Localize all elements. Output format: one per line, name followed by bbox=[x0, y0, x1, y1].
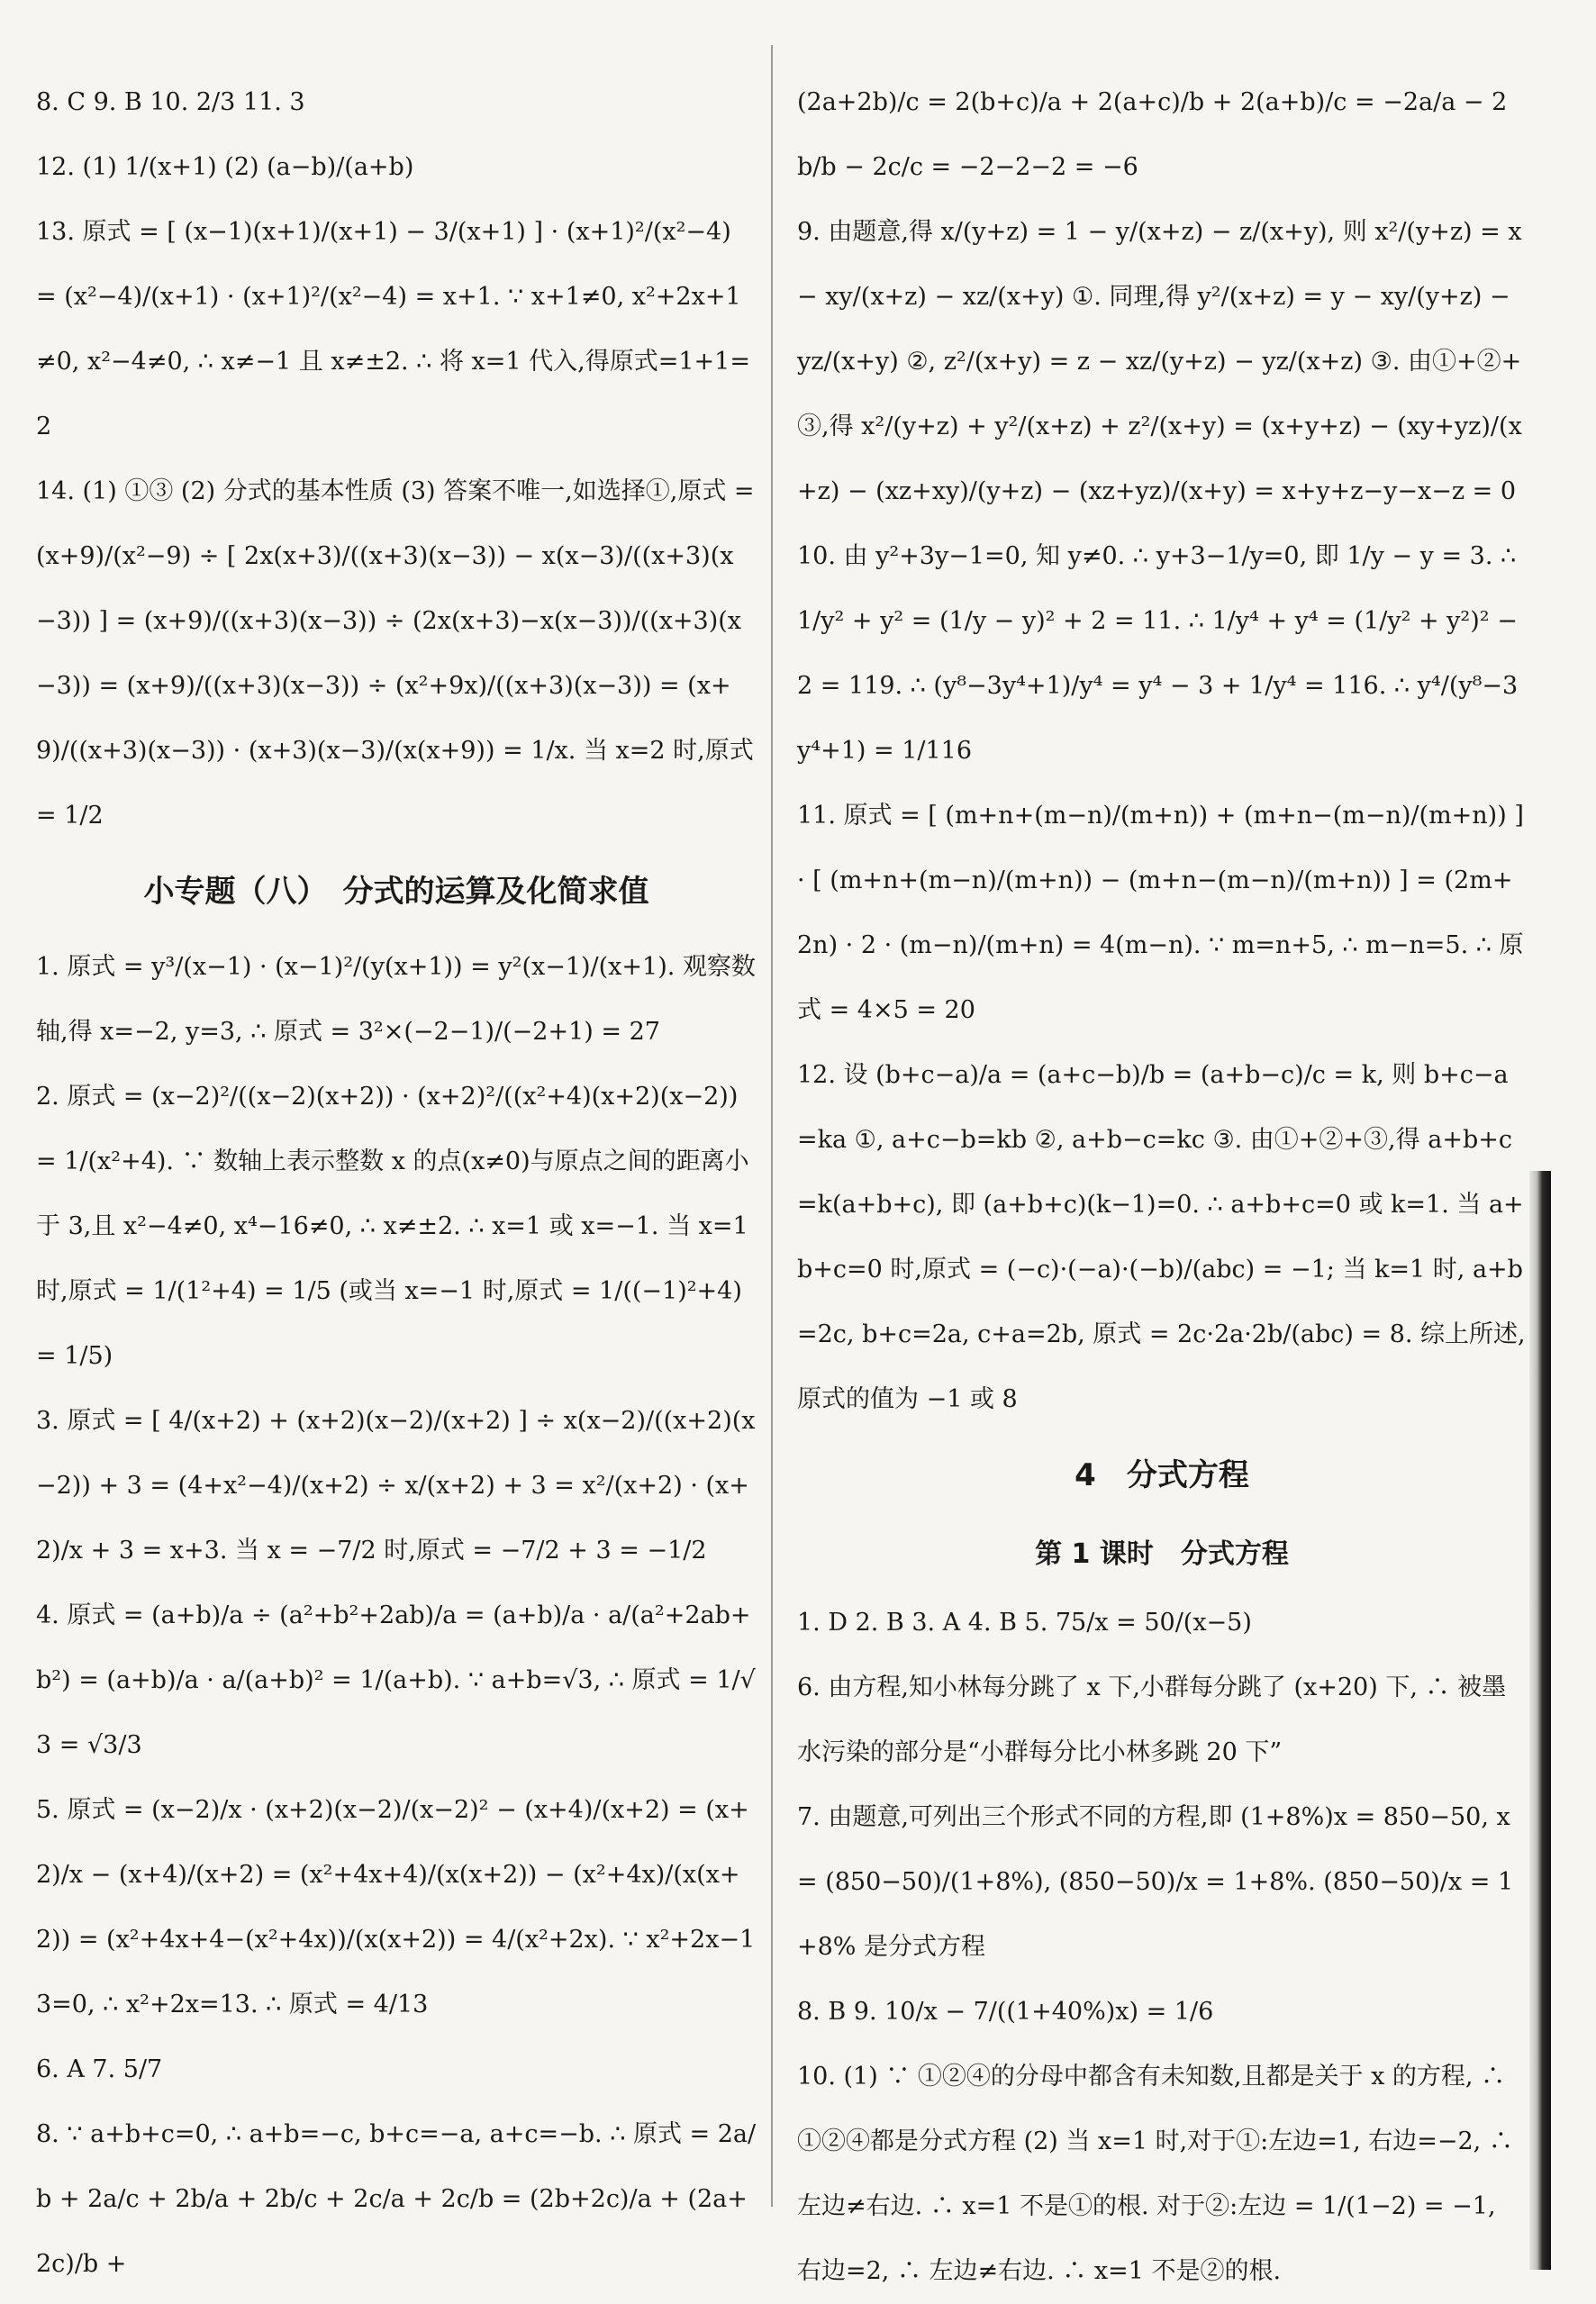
answer-8-11: 8. C 9. B 10. 2/3 11. 3 bbox=[36, 88, 305, 116]
lesson-answer-6: 6. 由方程,知小林每分跳了 x 下,小群每分跳了 (x+20) 下, ∴ 被墨水污染的部分是“小群每分比小林多跳 20 下” bbox=[797, 1674, 1507, 1766]
section-heading-fractional-equations: 4 分式方程 bbox=[1075, 1457, 1249, 1493]
lesson-answer-8-9: 8. B 9. 10/x − 7/((1+40%)x) = 1/6 bbox=[797, 1998, 1214, 2026]
topic-answer-8: 8. ∵ a+b+c=0, ∴ a+b=−c, b+c=−a, a+c=−b. ∴ 原式 = 2a/b + 2a/c + 2b/a + 2b/c + 2c/a + 2c/b = (2b+2c)/a + (2a+2c)/b + bbox=[36, 2120, 757, 2278]
right-column bbox=[797, 70, 1527, 2304]
section-heading-topic-8: 小专题（八） 分式的运算及化简求值 bbox=[143, 874, 649, 910]
topic-answer-9: 9. 由题意,得 x/(y+z) = 1 − y/(x+z) − z/(x+y), 则 x²/(y+z) = x − xy/(x+z) − xz/(x+y) ①. 同理,得 y²/(x+z) = y − xy/(y+z) − yz/(x+y) ②, z²/(x+y) = z − xz/(y+z) − yz/(x+z) ③. 由①+②+③,得 x²/(y+z) + y²/(x+z) + z²/(x+y) = (x+y+z) − (xy+yz)/(x+z) − (xz+xy)/(y+z) − (xz+yz)/(x+y) = x+y+z−y−x−z = 0 bbox=[797, 218, 1522, 505]
answer-14: 14. (1) ①③ (2) 分式的基本性质 (3) 答案不唯一,如选择①,原式 = (x+9)/(x²−9) ÷ [ 2x(x+3)/((x+3)(x−3)) − x(x−3)/((x+3)(x−3)) ] = (x+9)/((x+3)(x−3)) ÷ (2x(x+3)−x(x−3))/((x+3)(x−3)) = (x+9)/((x+3)(x−3)) ÷ (x²+9x)/((x+3)(x−3)) = (x+9)/((x+3)(x−3)) · (x+3)(x−3)/(x(x+9)) = 1/x. 当 x=2 时,原式 = 1/2 bbox=[36, 477, 755, 830]
column-divider bbox=[771, 45, 773, 2207]
lesson-answer-1-5: 1. D 2. B 3. A 4. B 5. 75/x = 50/(x−5) bbox=[797, 1609, 1252, 1637]
lesson-answer-10: 10. (1) ∵ ①②④的分母中都含有未知数,且都是关于 x 的方程, ∴ ①②④都是分式方程 (2) 当 x=1 时,对于①:左边=1, 右边=−2, ∴ 左边≠右边. ∴ x=1 不是①的根. 对于②:左边 = 1/(1−2) = −1, 右边=2, ∴ 左边≠右边. ∴ x=1 不是②的根. bbox=[797, 2063, 1513, 2285]
topic-answer-8-continued: (2a+2b)/c = 2(b+c)/a + 2(a+c)/b + 2(a+b)/c = −2a/a − 2b/b − 2c/c = −2−2−2 = −6 bbox=[797, 88, 1508, 181]
topic-answer-4: 4. 原式 = (a+b)/a ÷ (a²+b²+2ab)/a = (a+b)/a · a/(a²+2ab+b²) = (a+b)/a · a/(a+b)² = 1/(a+b). ∵ a+b=√3, ∴ 原式 = 1/√3 = √3/3 bbox=[36, 1601, 756, 1759]
answer-13: 13. 原式 = [ (x−1)(x+1)/(x+1) − 3/(x+1) ] · (x+1)²/(x²−4) = (x²−4)/(x+1) · (x+1)²/(x²−4) = x+1. ∵ x+1≠0, x²+2x+1≠0, x²−4≠0, ∴ x≠−1 且 x≠±2. ∴ 将 x=1 代入,得原式=1+1=2 bbox=[36, 218, 750, 440]
answer-12: 12. (1) 1/(x+1) (2) (a−b)/(a+b) bbox=[36, 153, 414, 181]
topic-answer-2: 2. 原式 = (x−2)²/((x−2)(x+2)) · (x+2)²/((x²+4)(x+2)(x−2)) = 1/(x²+4). ∵ 数轴上表示整数 x 的点(x≠0)与原点之间的距离小于 3,且 x²−4≠0, x⁴−16≠0, ∴ x≠±2. ∴ x=1 或 x=−1. 当 x=1 时,原式 = 1/(1²+4) = 1/5 (或当 x=−1 时,原式 = 1/((−1)²+4) = 1/5) bbox=[36, 1083, 749, 1370]
topic-answer-1: 1. 原式 = y³/(x−1) · (x−1)²/(y(x+1)) = y²(x−1)/(x+1). 观察数轴,得 x=−2, y=3, ∴ 原式 = 3²×(−2−1)/(−2+1) = 27 bbox=[36, 953, 756, 1046]
topic-answer-3: 3. 原式 = [ 4/(x+2) + (x+2)(x−2)/(x+2) ] ÷ x(x−2)/((x+2)(x−2)) + 3 = (4+x²−4)/(x+2) ÷ x/(x+2) + 3 = x²/(x+2) · (x+2)/x + 3 = x+3. 当 x = −7/2 时,原式 = −7/2 + 3 = −1/2 bbox=[36, 1407, 756, 1565]
topic-answer-12: 12. 设 (b+c−a)/a = (a+c−b)/b = (a+b−c)/c = k, 则 b+c−a=ka ①, a+c−b=kb ②, a+b−c=kc ③. 由①+②+③,得 a+b+c=k(a+b+c), 即 (a+b+c)(k−1)=0. ∴ a+b+c=0 或 k=1. 当 a+b+c=0 时,原式 = (−c)·(−a)·(−b)/(abc) = −1; 当 k=1 时, a+b=2c, b+c=2a, c+a=2b, 原式 = 2c·2a·2b/(abc) = 8. 综上所述,原式的值为 −1 或 8 bbox=[797, 1061, 1526, 1413]
page-edge-shadow bbox=[1529, 1171, 1551, 2270]
topic-answer-10: 10. 由 y²+3y−1=0, 知 y≠0. ∴ y+3−1/y=0, 即 1/y − y = 3. ∴ 1/y² + y² = (1/y − y)² + 2 = 11. ∴ 1/y⁴ + y⁴ = (1/y² + y²)² − 2 = 119. ∴ (y⁸−3y⁴+1)/y⁴ = y⁴ − 3 + 1/y⁴ = 116. ∴ y⁴/(y⁸−3y⁴+1) = 1/116 bbox=[797, 542, 1519, 765]
left-column bbox=[36, 70, 757, 2297]
topic-answer-11: 11. 原式 = [ (m+n+(m−n)/(m+n)) + (m+n−(m−n)/(m+n)) ] · [ (m+n+(m−n)/(m+n)) − (m+n−(m−n)/(m+n)) ] = (2m+2n) · 2 · (m−n)/(m+n) = 4(m−n). ∵ m=n+5, ∴ m−n=5. ∴ 原式 = 4×5 = 20 bbox=[797, 802, 1524, 1024]
lesson-heading-1: 第 1 课时 分式方程 bbox=[1035, 1538, 1289, 1570]
topic-answer-5: 5. 原式 = (x−2)/x · (x+2)(x−2)/(x−2)² − (x+4)/(x+2) = (x+2)/x − (x+4)/(x+2) = (x²+4x+4)/(x(x+2)) − (x²+4x)/(x(x+2)) = (x²+4x+4−(x²+4x))/(x(x+2)) = 4/(x²+2x). ∵ x²+2x−13=0, ∴ x²+2x=13. ∴ 原式 = 4/13 bbox=[36, 1796, 756, 2018]
lesson-answer-7: 7. 由题意,可列出三个形式不同的方程,即 (1+8%)x = 850−50, x = (850−50)/(1+8%), (850−50)/x = 1+8%. (850−50)/x = 1+8% 是分式方程 bbox=[797, 1803, 1514, 1961]
topic-answer-6-7: 6. A 7. 5/7 bbox=[36, 2055, 163, 2083]
